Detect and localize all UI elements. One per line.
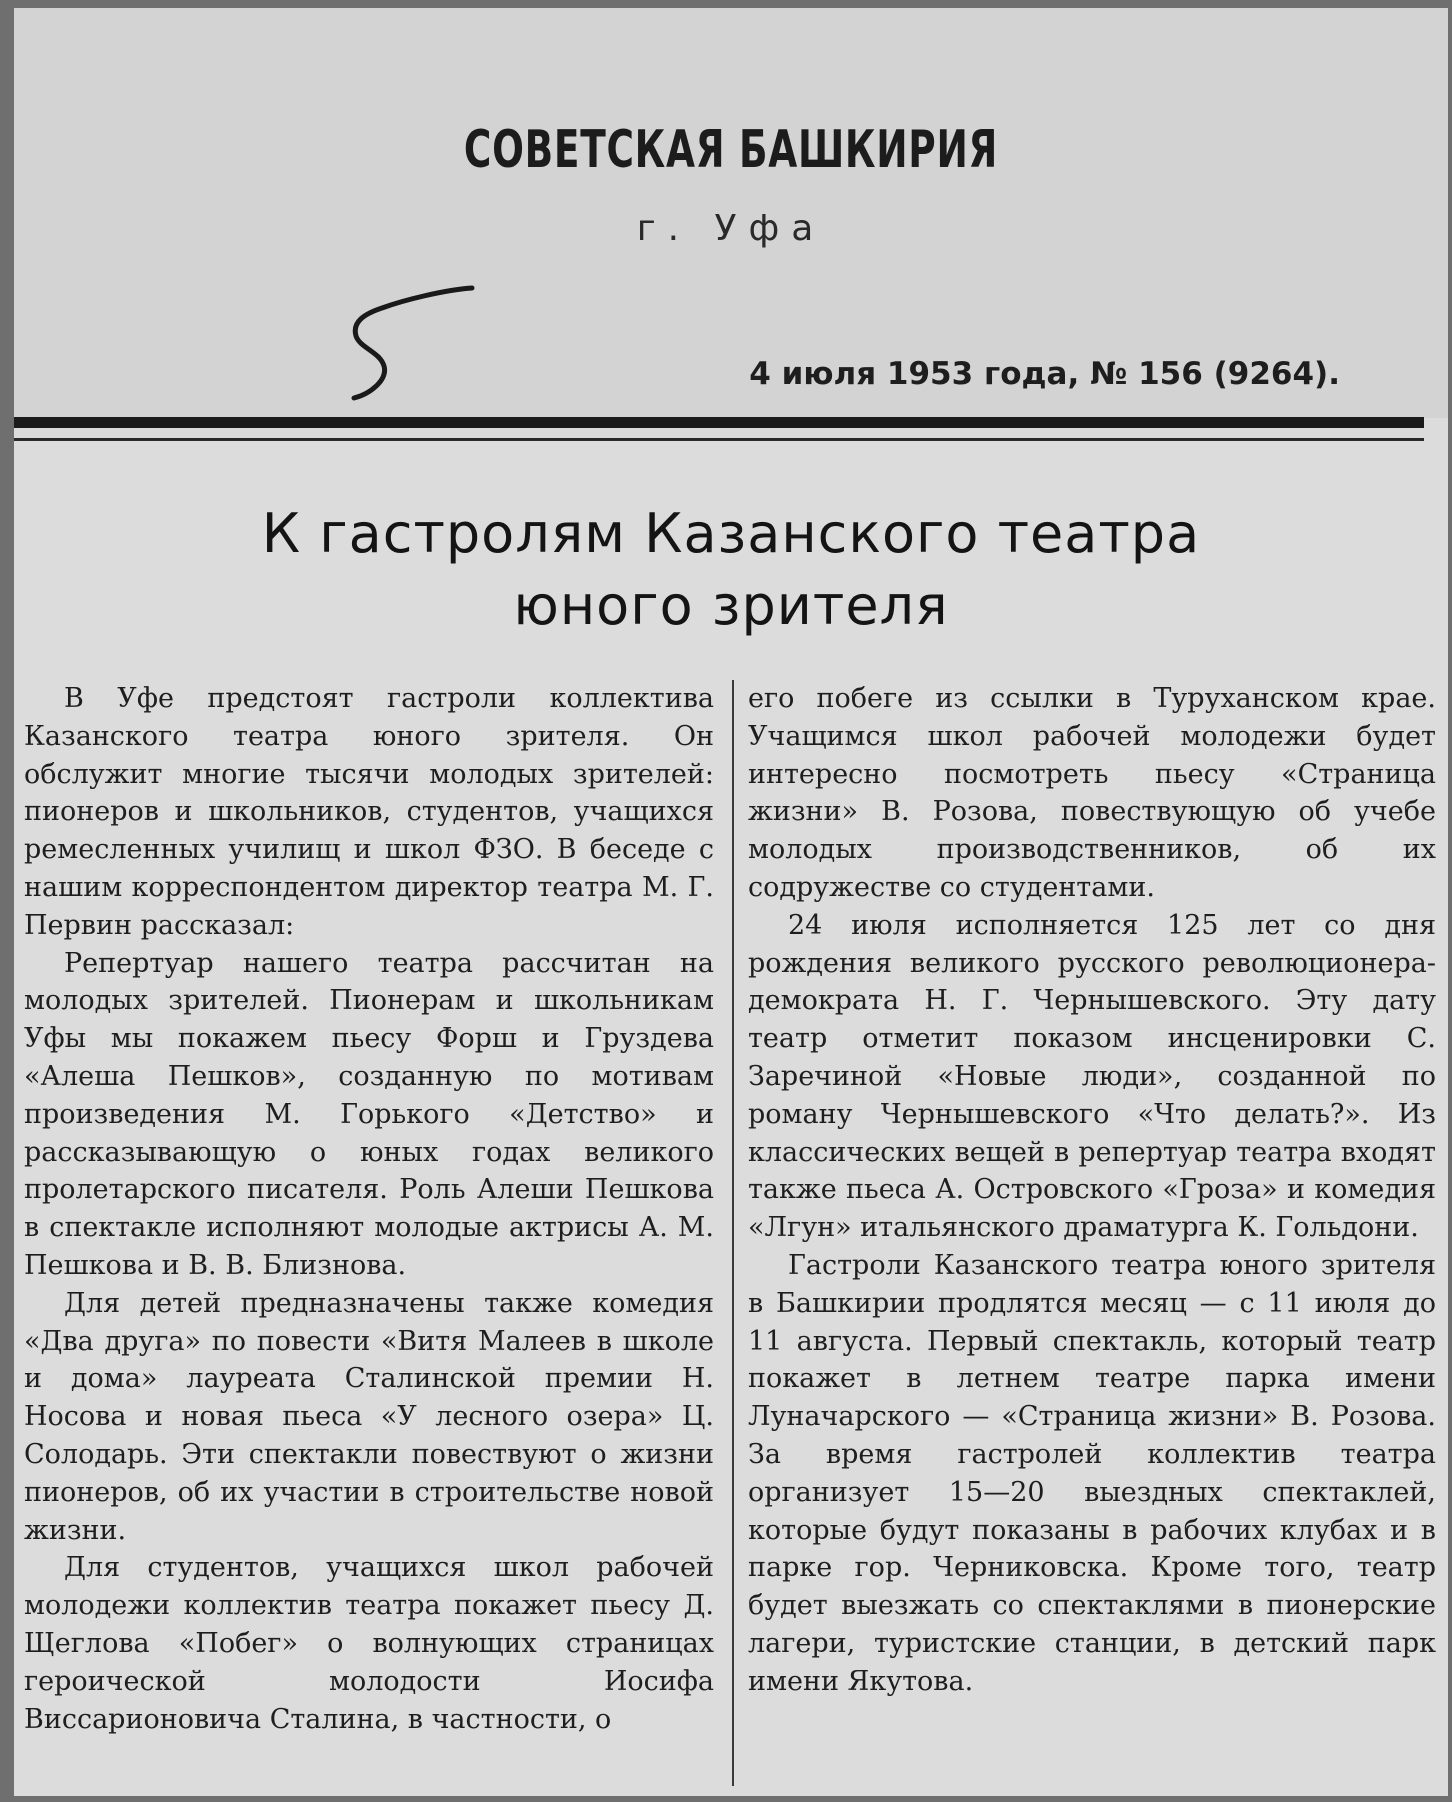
article-column-right [748,680,1436,1701]
article-headline [14,498,1448,642]
newspaper-city: г. Уфа [636,208,826,249]
newspaper-title: СОВЕТСКАЯ БАШКИРИЯ [463,120,999,180]
issue-date-number: 4 июля 1953 года, № 156 (9264). [749,356,1340,392]
paragraph: 24 июля исполняется 125 лет со дня рождения великого русского революционера-демократа Н. Г. Чернышевского. Эту дату театр отметит показом инсценировки С. Заречиной «Новые люди», созданной по роману Чернышевского «Что делать?». Из классических вещей в репертуар театра входят также пьеса А. Островского «Гроза» и комедия «Лгун» итальянского драматурга К. Гольдони. [748,909,1436,1244]
column-divider [732,680,734,1786]
paragraph: его побеге из ссылки в Туруханском крае. Учащимся школ рабочей молодежи будет интересно посмотреть пьесу «Страница жизни» В. Розова, повествующую об учебе молодых производственников, об их содружестве со студентами. [748,683,1436,903]
article-column-left [24,680,714,1738]
paragraph: Для детей предназначены также комедия «Два друга» по повести «Витя Малеев в школе и дома» лауреата Сталинской премии Н. Носова и новая пьеса «У лесного озера» Ц. Солодарь. Эти спектакли повествуют о жизни пионеров, об их участии в строительстве новой жизни. [24,1287,714,1546]
masthead-rule-thick [14,417,1424,428]
paragraph: Для студентов, учащихся школ рабочей молодежи коллектив театра покажет пьесу Д. Щеглова «Побег» о волнующих страницах героической молодости Иосифа Виссарионовича Сталина, в частности, о [24,1552,714,1735]
handwritten-mark-icon [334,278,484,408]
paragraph: В Уфе предстоят гастроли коллектива Казанского театра юного зрителя. Он обслужит многие тысячи молодых зрителей: пионеров и школьников, студентов, учащихся ремесленных училищ и школ ФЗО. В беседе с нашим корреспондентом директор театра М. Г. Первин рассказал: [24,683,714,941]
headline-line-2: юного зрителя [513,574,949,637]
headline-line-1: К гастролям Казанского театра [261,502,1201,565]
newspaper-clipping [14,8,1448,1796]
paragraph: Гастроли Казанского театра юного зрителя в Башкирии продлятся месяц — с 11 июля до 11 августа. Первый спектакль, который театр покажет в летнем театре парка имени Луначарского — «Страница жизни» В. Розова. За время гастролей коллектив театра организует 15—20 выездных спектаклей, которые будут показаны в рабочих клубах и в парке гор. Черниковска. Кроме того, театр будет выезжать со спектаклями в пионерские лагери, туристские станции, в детский парк имени Якутова. [748,1249,1436,1697]
masthead [14,8,1448,418]
masthead-rule-thin [14,438,1424,441]
paragraph: Репертуар нашего театра рассчитан на молодых зрителей. Пионерам и школьникам Уфы мы покажем пьесу Форш и Груздева «Алеша Пешков», созданную по мотивам произведения М. Горького «Детство» и рассказывающую о юных годах великого пролетарского писателя. Роль Алеши Пешкова в спектакле исполняют молодые актрисы А. М. Пешкова и В. В. Близнова. [24,947,714,1281]
